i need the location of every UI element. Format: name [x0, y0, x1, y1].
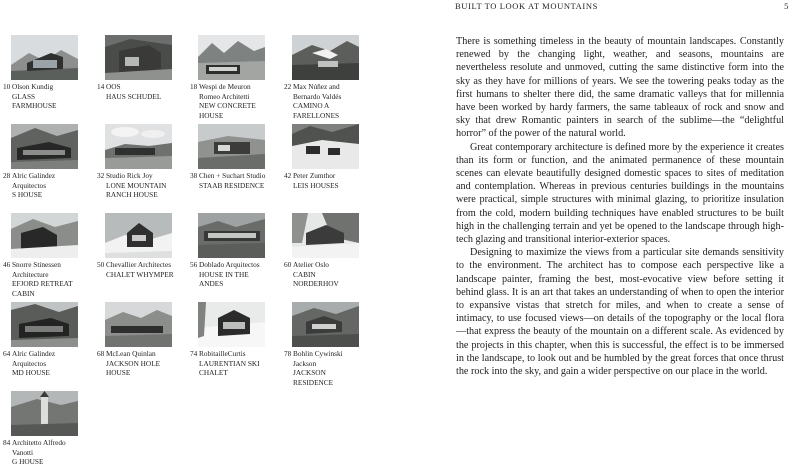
project-page-number: 50 [97, 260, 105, 269]
project-title: FARELLONES [293, 111, 340, 121]
project-photo [292, 213, 359, 258]
project-title: MD HOUSE [12, 368, 50, 378]
intro-paragraph-3: Designing to maximize the views from a particular site demands sensitivity to the environment. The architect has to compose each perspective like a landscape painter, framing the best, most-evocative view before setting it behind glass. It is an art that takes an understanding of when to open the interior to expansive vistas that stretch for miles, and when to create a sense of intimacy, to use focused views—on details of the topography or the local flora—that express the beauty of the mountain on a different scale. As evidenced by the projects in this chapter, when this is successful, the effect is to be immersed in the landscape, to look out and be humbled by the great forces that once thrust the rock into the sky, and gain a wider perspective on our place in the world. [456, 247, 784, 378]
project-caption [97, 260, 183, 279]
project-page-number: 10 [3, 82, 11, 91]
project-caption [3, 171, 89, 200]
project-architect: Architetto Alfredo [12, 438, 66, 447]
project-photo [292, 124, 359, 169]
project-title: NORDERHOV [293, 279, 339, 289]
project-caption [190, 349, 276, 378]
project-page-number: 56 [190, 260, 198, 269]
project-photo [198, 35, 265, 80]
project-photo [11, 302, 78, 347]
project-title: LONE MOUNTAIN [106, 180, 167, 190]
project-title: CHALET [199, 368, 228, 378]
project-caption [97, 82, 183, 101]
chapter-intro-text [456, 35, 784, 378]
project-page-number: 68 [97, 349, 105, 358]
project-architect: Romeo Architetti [199, 91, 250, 101]
project-page-number: 46 [3, 260, 11, 269]
project-title: EFJORD RETREAT [12, 279, 73, 289]
project-title: NEW CONCRETE [199, 101, 256, 111]
project-title: ANDES [199, 279, 224, 289]
project-caption [190, 171, 276, 190]
project-photo [198, 213, 265, 258]
project-architect: Chevallier Architectes [106, 260, 172, 269]
project-architect: Snorre Stinessen [12, 260, 61, 269]
project-title: FARMHOUSE [12, 101, 57, 111]
project-architect: OOS [106, 82, 121, 91]
project-photo [11, 213, 78, 258]
project-page-number: 22 [284, 82, 292, 91]
project-page-number: 28 [3, 171, 11, 180]
project-architect: Arquitectos [12, 358, 47, 368]
page-header [455, 1, 789, 13]
project-architect: Peter Zumthor [293, 171, 336, 180]
project-architect: Bernardo Valdés [293, 91, 342, 101]
project-photo [105, 302, 172, 347]
project-page-number: 18 [190, 82, 198, 91]
project-title: CAMINO A [293, 101, 330, 111]
project-page-number: 14 [97, 82, 105, 91]
project-title: CABIN [12, 289, 35, 299]
project-photo [105, 35, 172, 80]
project-architect: Studio Rick Joy [106, 171, 153, 180]
project-architect: Wespi de Meuron [199, 82, 251, 91]
project-caption [190, 82, 276, 121]
project-caption [3, 349, 89, 378]
project-title: STAAB RESIDENCE [199, 180, 265, 190]
project-caption [284, 171, 370, 190]
project-architect: Atelier Oslo [293, 260, 329, 269]
project-page-number: 60 [284, 260, 292, 269]
project-page-number: 78 [284, 349, 292, 358]
intro-paragraph-1: There is something timeless in the beauty of mountain landscapes. Constantly renewed by the changing light, weather, and seasons, mountains are nevertheless resolute and unmoved, cutting the same distinctive form into the sky as they have for millions of years. We see the towering peaks today as the first humans to shelter there did, the same dramatic valleys that for millennia have been worked by hardy farmers, the same tableaux of rock and snow and sky that drew Romantic painters in search of the sublime—the “delightful horror” of the power of the natural world. [456, 36, 784, 140]
project-photo [105, 124, 172, 169]
project-caption [190, 260, 276, 289]
project-photo [198, 302, 265, 347]
project-page-number: 84 [3, 438, 11, 447]
project-title: GLASS [12, 91, 36, 101]
project-caption [3, 82, 89, 111]
project-title: CABIN [293, 269, 316, 279]
project-architect: Architecture [12, 269, 49, 279]
project-architect: Jackson [293, 358, 317, 368]
project-photo [105, 213, 172, 258]
project-caption [97, 349, 183, 378]
project-architect: Chen + Suchart Studio [199, 171, 266, 180]
project-title: HOUSE [199, 111, 224, 121]
project-title: LEIS HOUSES [293, 180, 339, 190]
project-title: G HOUSE [12, 457, 44, 467]
project-architect: Bohlin Cywinski [293, 349, 343, 358]
project-title: CHALET WHYMPER [106, 269, 174, 279]
project-title: S HOUSE [12, 190, 43, 200]
project-architect: Alric Galindez [12, 171, 56, 180]
page-number: 5 [784, 1, 789, 11]
project-photo [11, 391, 78, 436]
project-photo [11, 35, 78, 80]
project-architect: RobitailleCurtis [199, 349, 246, 358]
project-page-number: 74 [190, 349, 198, 358]
intro-paragraph-2: Great contemporary architecture is defined more by the experience it creates than its form or function, and the animated permanence of these mountain scenes can elevate beautifully designed domestic spaces to sites of meditation and contemplation. Whereas in previous centuries buildings in the mountains were practical, simple structures with minimal glazing, to prioritize insulation from the cold, modern building techniques have enabled structures to be built high in the challenging terrain and yet be opened to the landscape through high-tech glazing and transitional interior-exterior spaces. [456, 141, 784, 246]
project-caption [3, 438, 89, 467]
project-title: HOUSE [106, 368, 131, 378]
project-photo [292, 35, 359, 80]
project-page-number: 42 [284, 171, 292, 180]
project-title: HAUS SCHUDEL [106, 91, 162, 101]
project-photo [11, 124, 78, 169]
running-head-title: BUILT TO LOOK AT MOUNTAINS [455, 1, 598, 11]
project-caption [97, 171, 183, 200]
project-title: HOUSE IN THE [199, 269, 249, 279]
project-page-number: 38 [190, 171, 198, 180]
project-architect: Olson Kundig [12, 82, 54, 91]
project-page-number: 64 [3, 349, 11, 358]
project-page-number: 32 [97, 171, 105, 180]
project-title: JACKSON [293, 368, 326, 378]
project-caption [284, 260, 370, 289]
project-photo [292, 302, 359, 347]
project-architect: Vanotti [12, 447, 34, 457]
project-photo [198, 124, 265, 169]
project-title: LAURENTIAN SKI [199, 358, 260, 368]
project-caption [284, 349, 370, 388]
project-architect: Doblado Arquitectos [199, 260, 260, 269]
project-architect: Max Núñez and [293, 82, 340, 91]
project-architect: McLean Quinlan [106, 349, 156, 358]
project-architect: Alric Galindez [12, 349, 56, 358]
project-title: JACKSON HOLE [106, 358, 161, 368]
project-title: RESIDENCE [293, 378, 334, 388]
project-caption [3, 260, 89, 299]
project-caption [284, 82, 370, 121]
project-title: RANCH HOUSE [106, 190, 158, 200]
project-architect: Arquitectos [12, 180, 47, 190]
